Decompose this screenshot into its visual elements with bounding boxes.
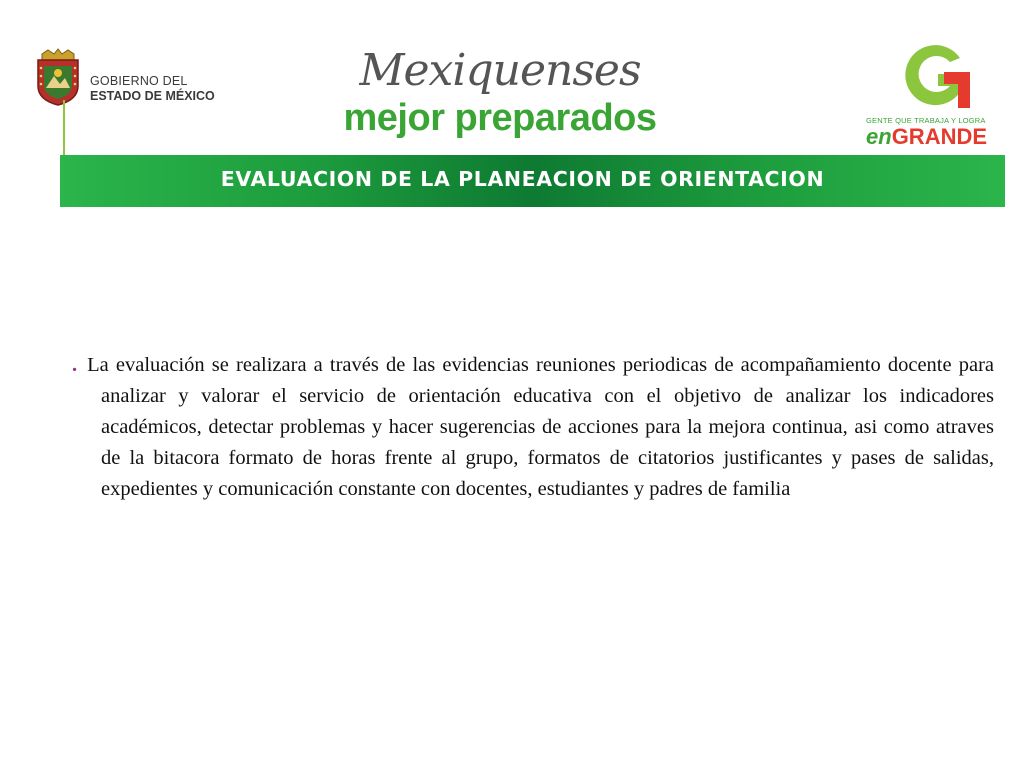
government-line2: ESTADO DE MÉXICO: [90, 89, 215, 103]
government-logo: [34, 48, 234, 108]
brand-name: [866, 124, 987, 150]
paragraph-text: La evaluación se realizara a través de las evidencias reuniones periodicas de acompañamiento docente para analizar y valorar el servicio de orientación educativa con el objetivo de analizar los indicadores académicos, detectar problemas y hacer sugerencias de acciones para la mejora continua, asi como atraves de la bitacora formato de horas frente al grupo, formatos de citatorios justificantes y pases de salidas, expedientes y comunicación constante con docentes, estudiantes y padres de familia: [87, 354, 994, 500]
slogan-logo: [330, 44, 670, 154]
brand-name-grande: GRANDE: [891, 124, 988, 149]
state-seal-icon: [34, 48, 82, 106]
slide-title: EVALUACION DE LA PLANEACION DE ORIENTACION: [220, 167, 825, 191]
bullet-marker: .: [72, 354, 78, 376]
bullet-paragraph: [62, 350, 994, 505]
decorative-divider-line: [63, 100, 65, 158]
brand-tagline: GENTE QUE TRABAJA Y LOGRA: [866, 116, 986, 125]
title-band: [60, 155, 1005, 207]
brand-logo: [860, 36, 1010, 151]
g-letter-icon: [894, 36, 974, 112]
slogan-line2: mejor preparados: [343, 97, 657, 139]
slogan-line1: Mexiquenses: [359, 45, 641, 96]
government-line1: GOBIERNO DEL: [90, 74, 188, 88]
government-name: [90, 74, 215, 104]
brand-name-en: en: [866, 124, 892, 149]
slide-content: [62, 350, 994, 505]
